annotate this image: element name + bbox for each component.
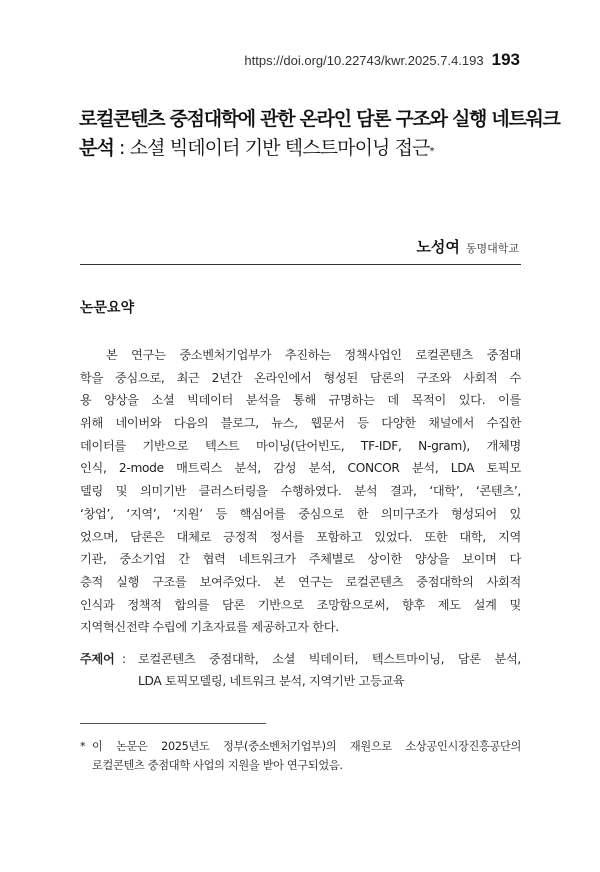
title-line-2 [79,133,529,167]
paper-title [79,105,560,167]
abstract-line: ‘창업’, ‘지역’, ‘지원’ 등 핵심어를 중심으로 한 의미구조가 형성되어 있 [80,506,521,521]
abstract-line: 인식과 정책적 합의를 담론 기반으로 조망함으로써, 향후 제도 설계 및 [80,597,521,612]
title-footnote-marker[interactable]: * [429,146,434,157]
author-affiliation: 동명대학교 [465,242,519,255]
title-divider [80,264,521,265]
abstract-line: 위해 네이버와 다음의 블로그, 뉴스, 웹문서 등 다양한 채널에서 수집한 [80,416,521,431]
keywords-colon: : [122,652,126,666]
abstract-line: 델링 및 의미기반 클러스터링을 수행하였다. 분석 결과, ‘대학’, ‘콘텐츠’, [80,484,521,499]
abstract-line: 본 연구는 중소벤처기업부가 추진하는 정책사업인 로컬콘텐츠 중점대 [106,348,521,362]
keywords-line-2: LDA 토픽모델링, 네트워크 분석, 지역기반 고등교육 [138,674,405,688]
footnote-row [80,756,521,775]
abstract-line: 용 양상을 소셜 빅데이터 분석을 통해 규명하는 데 목적이 있다. 이를 [80,393,521,408]
abstract-heading: 논문요약 [80,300,135,316]
author-block [416,236,519,257]
abstract-line: 층적 실행 구조를 보여주었다. 본 연구는 로컬콘텐츠 중점대학의 사회적 [80,574,521,589]
footnote-line-1: 이 논문은 2025년도 정부(중소벤처기업부)의 재원으로 소상공인시장진흥공단의 [92,740,521,753]
title-line-1: 로컬콘텐츠 중점대학에 관한 온라인 담론 구조와 실행 네트워크 [79,108,560,130]
abstract-line: 지역혁신전략 수립에 기초자료를 제공하고자 한다. [80,620,339,635]
keywords-row [80,648,521,670]
title-line-2-bold: 분석 [79,137,114,159]
title-line-2-rest: : 소셜 빅데이터 기반 텍스트마이닝 접근 [113,137,430,159]
abstract-line: 기관, 중소기업 간 협력 네트워크가 주체별로 상이한 양상을 보이며 다 [80,552,521,567]
abstract-line: 데이터를 기반으로 텍스트 마이닝(단어빈도, TF-IDF, N-gram), 개체명 [80,438,521,453]
keywords-row [80,670,521,692]
page-number: 193 [491,50,520,69]
abstract-line: 었으며, 담론은 대체로 긍정적 정서를 포함하고 있었다. 또한 대학, 지역 [80,529,521,544]
abstract-line: 학을 중심으로, 최근 2년간 온라인에서 형성된 담론의 구조와 사회적 수 [80,370,521,385]
footnote [80,737,521,775]
keywords-block [80,648,521,692]
keywords-line-1: 로컬콘텐츠 중점대학, 소셜 빅데이터, 텍스트마이닝, 담론 분석, [138,652,521,666]
keywords-label: 주제어 [80,652,115,666]
doi-link[interactable]: https://doi.org/10.22743/kwr.2025.7.4.193 [244,53,484,68]
footnote-divider [80,723,266,724]
page-header [244,50,520,70]
abstract-body [80,344,521,639]
footnote-line-2: 로컬콘텐츠 중점대학 사업의 지원을 받아 연구되었음. [92,759,343,772]
footnote-row [80,737,521,756]
abstract-line: 인식, 2-mode 매트릭스 분석, 감성 분석, CONCOR 분석, LDA 토픽모 [80,461,521,476]
footnote-mark: * [80,740,86,753]
author-name: 노성여 [416,238,460,256]
